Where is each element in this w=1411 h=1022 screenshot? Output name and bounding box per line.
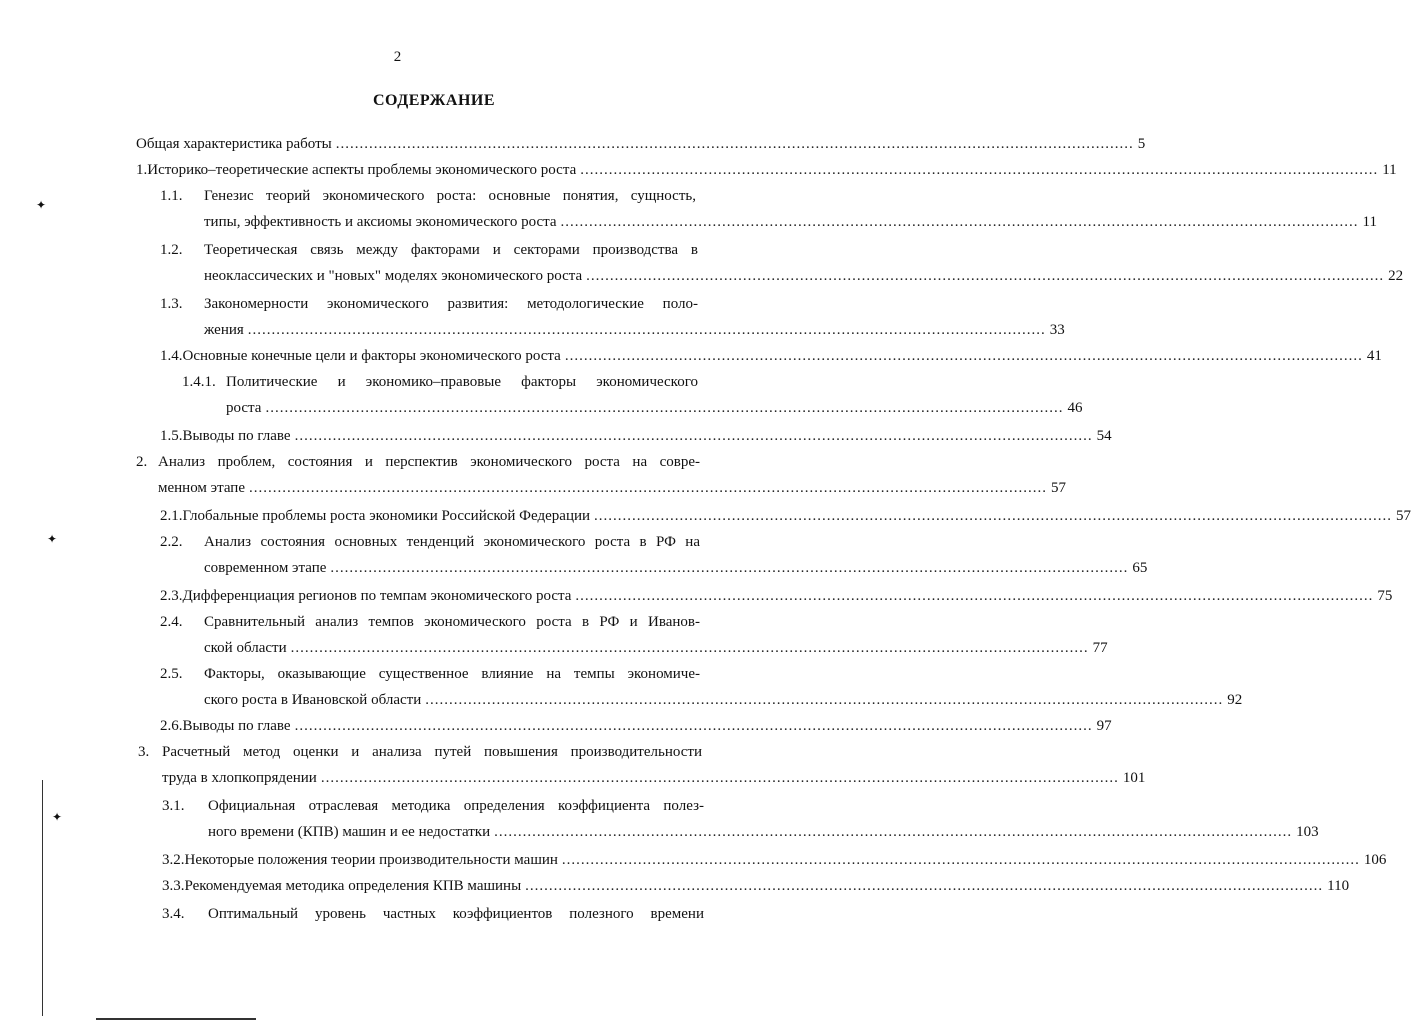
toc-page-number: 54 <box>1096 428 1112 444</box>
margin-mark: ✦ <box>47 532 58 546</box>
toc-dots: ........................................................................................................................................................................ <box>330 560 1129 576</box>
toc-entry-number-1-2: 1.2. <box>160 242 183 258</box>
toc-entry-3-1-line1[interactable]: Официальная отраслевая методика определения коэффициента полез- <box>208 798 704 814</box>
toc-page-number: 57 <box>1396 508 1411 524</box>
toc-entry-text: ской области <box>204 640 287 656</box>
toc-entry-text: Дифференциация регионов по темпам экономического роста <box>182 588 572 604</box>
toc-dots: ........................................................................................................................................................................ <box>425 692 1224 708</box>
toc-dots: ........................................................................................................................................................................ <box>525 878 1324 894</box>
toc-entry-text: Некоторые положения теории производительности машин <box>184 852 558 868</box>
toc-entry-text: Историко–теоретические аспекты проблемы экономического роста <box>147 162 577 178</box>
toc-entry-text: Выводы по главе <box>182 718 291 734</box>
toc-page-number: 33 <box>1049 322 1065 338</box>
toc-entry-text: жения <box>204 322 244 338</box>
toc-entry-text: Рекомендуемая методика определения КПВ машины <box>184 878 522 894</box>
toc-entry-number: 3.3. <box>162 878 185 894</box>
toc-entry-3-3[interactable] <box>162 878 1350 900</box>
toc-dots: ........................................................................................................................................................................ <box>575 588 1374 604</box>
toc-dots: ........................................................................................................................................................................ <box>247 322 1046 338</box>
scan-edge-line <box>42 780 43 1016</box>
toc-entry-1-5[interactable] <box>160 428 1112 450</box>
toc-entry-chapter-2-line1[interactable]: Анализ проблем, состояния и перспектив экономического роста на совре- <box>158 454 700 470</box>
toc-dots: ........................................................................................................................................................................ <box>335 136 1134 152</box>
toc-entry-1-4-1-line1[interactable]: Политические и экономико–правовые факторы экономического <box>226 374 698 390</box>
toc-entry-2-2[interactable] <box>204 560 1148 582</box>
toc-entry-chapter-3-line1[interactable]: Расчетный метод оценки и анализа путей повышения производительности <box>162 744 702 760</box>
margin-mark: ✦ <box>52 810 63 824</box>
toc-entry-number-3: 3. <box>138 744 150 760</box>
toc-page-number: 92 <box>1227 692 1243 708</box>
toc-entry-text: Глобальные проблемы роста экономики Российской Федерации <box>182 508 591 524</box>
toc-entry-3-2[interactable] <box>162 852 1387 874</box>
toc-page-number: 97 <box>1096 718 1112 734</box>
toc-dots: ........................................................................................................................................................................ <box>290 640 1089 656</box>
toc-entry-number-2-2: 2.2. <box>160 534 183 550</box>
toc-entry-number-2-5: 2.5. <box>160 666 183 682</box>
toc-dots: ........................................................................................................................................................................ <box>248 480 1047 496</box>
toc-entry-general[interactable] <box>136 136 1146 158</box>
toc-dots: ........................................................................................................................................................................ <box>564 348 1363 364</box>
toc-entry-text: менном этапе <box>158 480 245 496</box>
toc-page-number: 75 <box>1377 588 1393 604</box>
toc-entry-number-3-4: 3.4. <box>162 906 185 922</box>
toc-entry-text: ского роста в Ивановской области <box>204 692 422 708</box>
toc-entry-number-3-1: 3.1. <box>162 798 185 814</box>
toc-entry-chapter-1[interactable] <box>136 162 1397 184</box>
toc-dots: ........................................................................................................................................................................ <box>265 400 1064 416</box>
toc-page-number: 65 <box>1132 560 1148 576</box>
toc-entry-chapter-3[interactable] <box>162 770 1146 792</box>
toc-entry-number: 1.4. <box>160 348 183 364</box>
toc-page-number: 57 <box>1050 480 1066 496</box>
toc-page-number: 22 <box>1388 268 1404 284</box>
toc-entry-text: Основные конечные цели и факторы экономического роста <box>182 348 561 364</box>
toc-dots: ........................................................................................................................................................................ <box>320 770 1119 786</box>
toc-entry-number: 1. <box>136 162 148 178</box>
toc-dots: ........................................................................................................................................................................ <box>561 852 1360 868</box>
toc-entry-number: 2.1. <box>160 508 183 524</box>
toc-dots: ........................................................................................................................................................................ <box>580 162 1379 178</box>
toc-entry-1-4[interactable] <box>160 348 1382 370</box>
toc-entry-text: неоклассических и "новых" моделях экономического роста <box>204 268 583 284</box>
toc-entry-text: роста <box>226 400 262 416</box>
toc-dots: ........................................................................................................................................................................ <box>494 824 1293 840</box>
toc-dots: ........................................................................................................................................................................ <box>294 428 1093 444</box>
toc-entry-number-1-4-1: 1.4.1. <box>182 374 216 390</box>
toc-page-number: 101 <box>1122 770 1146 786</box>
toc-page-number: 110 <box>1327 878 1350 894</box>
toc-page-number: 11 <box>1382 162 1397 178</box>
toc-dots: ........................................................................................................................................................................ <box>594 508 1393 524</box>
toc-entry-1-3[interactable] <box>204 322 1065 344</box>
toc-entry-1-2[interactable] <box>204 268 1404 290</box>
toc-entry-number: 1.5. <box>160 428 183 444</box>
toc-entry-2-4[interactable] <box>204 640 1108 662</box>
toc-entry-2-5[interactable] <box>204 692 1243 714</box>
toc-entry-2-3[interactable] <box>160 588 1393 610</box>
toc-entry-3-4-line1[interactable]: Оптимальный уровень частных коэффициентов полезного времени <box>208 906 704 922</box>
toc-entry-2-1[interactable] <box>160 508 1411 530</box>
toc-page-number: 41 <box>1366 348 1382 364</box>
toc-entry-text: типы, эффективность и аксиомы экономического роста <box>204 214 557 230</box>
page-title: СОДЕРЖАНИЕ <box>372 92 496 109</box>
toc-dots: ........................................................................................................................................................................ <box>294 718 1093 734</box>
toc-entry-number: 2.3. <box>160 588 183 604</box>
toc-entry-2-2-line1[interactable]: Анализ состояния основных тенденций экономического роста в РФ на <box>204 534 700 550</box>
toc-entry-text: Общая характеристика работы <box>136 136 332 152</box>
toc-entry-1-2-line1[interactable]: Теоретическая связь между факторами и секторами производства в <box>204 242 698 258</box>
toc-entry-number: 3.2. <box>162 852 185 868</box>
toc-page-number: 46 <box>1067 400 1083 416</box>
toc-entry-number-2: 2. <box>136 454 148 470</box>
toc-entry-1-4-1[interactable] <box>226 400 1083 422</box>
toc-entry-3-1[interactable] <box>208 824 1319 846</box>
toc-entry-1-1-line1[interactable]: Генезис теорий экономического роста: основные понятия, сущность, <box>204 188 696 204</box>
toc-entry-number-2-4: 2.4. <box>160 614 183 630</box>
margin-mark: ✦ <box>36 198 47 212</box>
toc-entry-2-4-line1[interactable]: Сравнительный анализ темпов экономического роста в РФ и Иванов- <box>204 614 700 630</box>
toc-entry-2-6[interactable] <box>160 718 1112 740</box>
toc-entry-1-3-line1[interactable]: Закономерности экономического развития: методологические поло- <box>204 296 698 312</box>
toc-entry-number-1-1: 1.1. <box>160 188 183 204</box>
toc-page-number: 5 <box>1137 136 1146 152</box>
toc-entry-text: Выводы по главе <box>182 428 291 444</box>
scan-bottom-line <box>96 1018 256 1020</box>
toc-page-number: 103 <box>1296 824 1319 840</box>
toc-entry-number-1-3: 1.3. <box>160 296 183 312</box>
toc-entry-text: современном этапе <box>204 560 327 576</box>
toc-entry-text: ного времени (КПВ) машин и ее недостатки <box>208 824 491 840</box>
toc-dots: ........................................................................................................................................................................ <box>586 268 1385 284</box>
toc-page-number: 106 <box>1363 852 1387 868</box>
toc-entry-text: труда в хлопкопрядении <box>162 770 317 786</box>
toc-entry-2-5-line1[interactable]: Факторы, оказывающие существенное влияние на темпы экономиче- <box>204 666 700 682</box>
toc-page-number: 77 <box>1092 640 1108 656</box>
page-number: 2 <box>393 49 402 65</box>
toc-entry-1-1[interactable] <box>204 214 1377 236</box>
toc-entry-chapter-2[interactable] <box>158 480 1066 502</box>
toc-page-number: 11 <box>1362 214 1377 230</box>
toc-dots: ........................................................................................................................................................................ <box>560 214 1359 230</box>
toc-entry-number: 2.6. <box>160 718 183 734</box>
